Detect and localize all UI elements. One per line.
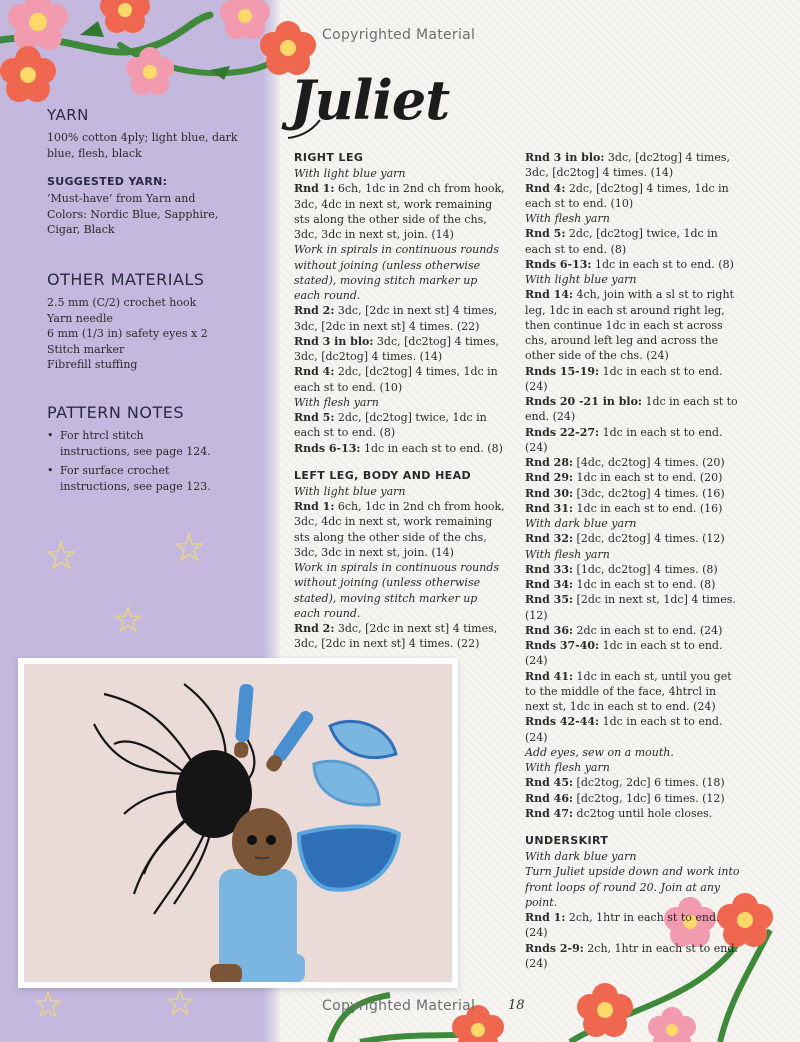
instruction-text: With light blue yarn xyxy=(294,484,406,498)
instruction-text: [dc2tog, 2dc] 6 times. (18) xyxy=(573,776,725,790)
instruction-line xyxy=(294,303,506,334)
instruction-line xyxy=(294,484,506,499)
star-icon xyxy=(34,990,62,1018)
instruction-line xyxy=(294,242,506,303)
instruction-text: With flesh yarn xyxy=(525,212,610,225)
material-item: 2.5 mm (C/2) crochet hook xyxy=(47,296,197,309)
star-icon xyxy=(114,605,142,633)
right-leg-instructions xyxy=(294,166,506,456)
instruction-text: 1dc in each st to end. (24) xyxy=(525,639,723,668)
round-label: Rnds 22-27: xyxy=(525,425,600,439)
yarn-section xyxy=(47,106,257,161)
round-label: Rnd 14: xyxy=(525,288,574,302)
instruction-text: 2ch, 1htr in each st to end. (24) xyxy=(525,941,738,970)
instruction-text: Work in spirals in continuous rounds without joining (unless otherwise stated), moving stitch marker up each round. xyxy=(294,243,500,302)
round-label: Rnd 41: xyxy=(525,669,574,683)
instruction-text: With flesh yarn xyxy=(525,547,610,561)
instruction-line xyxy=(525,638,740,669)
pattern-note-item: • For surface crochet instructions, see page 123. xyxy=(47,463,217,494)
instruction-text: With dark blue yarn xyxy=(525,850,637,863)
instruction-text: 1dc in each st to end. (20) xyxy=(573,471,723,485)
round-label: Rnd 36: xyxy=(525,623,574,637)
instructions-column-2 xyxy=(525,150,740,971)
instruction-text: [1dc, dc2tog] 4 times. (8) xyxy=(573,562,718,576)
instruction-line xyxy=(525,592,740,623)
instruction-text: 3dc, [dc2tog] 4 times, 3dc, [dc2tog] 4 times. (14) xyxy=(525,151,730,180)
other-materials-section xyxy=(47,270,257,373)
instruction-line xyxy=(525,910,740,941)
instruction-line xyxy=(525,181,740,212)
instructions-column-1 xyxy=(294,150,506,652)
round-label: Rnd 28: xyxy=(525,456,574,469)
round-label: Rnd 29: xyxy=(525,471,574,485)
instruction-line xyxy=(525,455,740,470)
round-label: Rnd 4: xyxy=(294,365,335,379)
instruction-text: dc2tog until hole closes. xyxy=(573,806,713,820)
round-label: Rnd 1: xyxy=(294,182,335,196)
instruction-line xyxy=(525,547,740,562)
round-label: Rnds 15-19: xyxy=(525,364,600,378)
instruction-line xyxy=(525,531,740,546)
underskirt-instructions xyxy=(525,849,740,971)
instruction-line xyxy=(525,669,740,715)
instruction-text: 1dc in each st to end. (8) xyxy=(360,441,503,455)
instruction-line xyxy=(294,181,506,242)
instruction-line xyxy=(525,211,740,226)
material-item: Stitch marker xyxy=(47,342,125,356)
material-item: Fibrefill stuffing xyxy=(47,358,138,371)
instruction-text: With flesh yarn xyxy=(525,761,610,774)
instruction-line xyxy=(525,150,740,181)
instruction-line xyxy=(525,577,740,592)
instruction-text: [2dc, dc2tog] 4 times. (12) xyxy=(573,532,725,546)
round-label: Rnd 1: xyxy=(294,500,335,513)
instruction-line xyxy=(525,501,740,516)
instruction-text: With dark blue yarn xyxy=(525,517,637,530)
instruction-text: 1dc in each st to end. (24) xyxy=(525,425,723,454)
instruction-line xyxy=(525,425,740,456)
instruction-line xyxy=(525,623,740,638)
instruction-text: 2dc, [dc2tog] 4 times, 1dc in each st to end. (10) xyxy=(525,181,729,210)
instruction-text: 2dc, [dc2tog] twice, 1dc in each st to end. (8) xyxy=(525,227,718,256)
round-label: Rnd 2: xyxy=(294,622,335,635)
instruction-text: 1dc in each st to end. (8) xyxy=(573,578,716,591)
star-icon xyxy=(174,532,204,562)
right-leg-heading: RIGHT LEG xyxy=(294,151,364,164)
instruction-text: [2dc in next st, 1dc] 4 times. (12) xyxy=(525,593,736,622)
round-label: Rnds 37-40: xyxy=(525,639,600,652)
round-label: Rnd 46: xyxy=(525,791,574,805)
instruction-text: 1dc in each st to end. (24) xyxy=(525,364,723,393)
flowers-top-left-illustration xyxy=(0,0,320,110)
instruction-line xyxy=(525,745,740,760)
instruction-text: 4ch, join with a sl st to right leg, 1dc in each st around right leg, then continue 1dc in each st across chs, around left leg and across the other side of the chs. (24) xyxy=(525,288,734,363)
instruction-text: 3dc, [2dc in next st] 4 times, 3dc, [2dc in next st] 4 times. (22) xyxy=(294,304,498,333)
yarn-heading: YARN xyxy=(47,106,89,124)
instruction-text: With light blue yarn xyxy=(525,273,637,286)
page-number: 18 xyxy=(508,998,525,1013)
round-label: Rnd 1: xyxy=(525,911,566,924)
star-icon xyxy=(46,540,76,570)
instruction-line xyxy=(525,486,740,501)
round-label: Rnd 34: xyxy=(525,578,574,591)
pattern-note-item: • For htrcl stitch instructions, see page 124. xyxy=(47,428,217,459)
round-label: Rnd 47: xyxy=(525,806,574,820)
pattern-notes-list xyxy=(47,428,217,494)
instruction-text: Turn Juliet upside down and work into front loops of round 20. Join at any point. xyxy=(525,865,740,909)
instruction-line xyxy=(294,395,506,410)
instruction-text: 2dc, [dc2tog] twice, 1dc in each st to end. (8) xyxy=(294,411,487,440)
left-leg-heading: LEFT LEG, BODY AND HEAD xyxy=(294,468,472,482)
instruction-text: 1dc in each st to end. (24) xyxy=(525,395,738,424)
instruction-text: 2dc in each st to end. (24) xyxy=(573,623,723,637)
instruction-line xyxy=(525,287,740,363)
round-label: Rnd 4: xyxy=(525,181,566,195)
instruction-text: 6ch, 1dc in 2nd ch from hook, 3dc, 4dc in next st, work remaining sts along the other side of the chs, 3dc, 3dc in next st, join. (14) xyxy=(294,500,505,559)
suggested-yarn-section xyxy=(47,175,257,238)
instruction-text: 2ch, 1htr in each st to end. (24) xyxy=(525,911,720,940)
instruction-text: With flesh yarn xyxy=(294,395,379,409)
instruction-line xyxy=(525,516,740,531)
instruction-line xyxy=(525,775,740,790)
instruction-line xyxy=(525,806,740,821)
round-label: Rnds 42-44: xyxy=(525,715,600,729)
material-item: 6 mm (1/3 in) safety eyes x 2 xyxy=(47,327,208,340)
instruction-text: 1dc in each st to end. (24) xyxy=(525,715,723,744)
instruction-line xyxy=(525,394,740,425)
round-label: Rnd 32: xyxy=(525,532,574,546)
instruction-text: Work in spirals in continuous rounds without joining (unless otherwise stated), moving stitch marker up each round. xyxy=(294,561,500,620)
instruction-line xyxy=(525,562,740,577)
instruction-text: 1dc in each st to end. (16) xyxy=(573,501,723,515)
round-label: Rnd 33: xyxy=(525,562,574,576)
round-label: Rnds 20 -21 in blo: xyxy=(525,395,642,408)
pattern-notes-heading: PATTERN NOTES xyxy=(47,403,184,422)
instruction-text: With light blue yarn xyxy=(294,167,406,180)
star-icon xyxy=(166,988,194,1016)
instruction-line xyxy=(525,941,740,972)
round-label: Rnd 3 in blo: xyxy=(294,334,374,348)
copyright-watermark-top: Copyrighted Material xyxy=(322,27,476,43)
round-label: Rnd 30: xyxy=(525,486,574,500)
instruction-line xyxy=(525,849,740,864)
round-label: Rnd 2: xyxy=(294,304,335,318)
instruction-line xyxy=(294,441,506,456)
instruction-line xyxy=(525,760,740,775)
yarn-text: 100% cotton 4ply; light blue, dark blue, flesh, black xyxy=(47,131,238,160)
instruction-line xyxy=(525,226,740,257)
instruction-line xyxy=(525,470,740,485)
body-head-instructions xyxy=(525,150,740,821)
instruction-line xyxy=(525,257,740,272)
title-swash-decoration xyxy=(284,118,324,142)
round-label: Rnd 3 in blo: xyxy=(525,151,605,164)
round-label: Rnd 5: xyxy=(294,411,335,424)
instruction-text: [3dc, dc2tog] 4 times. (16) xyxy=(573,486,725,500)
round-label: Rnds 2-9: xyxy=(525,941,584,955)
round-label: Rnd 5: xyxy=(525,227,566,241)
underskirt-heading: UNDERSKIRT xyxy=(525,834,609,847)
instruction-text: 6ch, 1dc in 2nd ch from hook, 3dc, 4dc in next st, work remaining sts along the other side of the chs, 3dc, 3dc in next st, join. (14) xyxy=(294,182,505,241)
instruction-line xyxy=(525,272,740,287)
instruction-line xyxy=(525,791,740,806)
instruction-text: [4dc, dc2tog] 4 times. (20) xyxy=(573,456,725,469)
round-label: Rnd 31: xyxy=(525,501,574,515)
round-label: Rnds 6-13: xyxy=(525,257,592,271)
instruction-text: 1dc in each st to end. (8) xyxy=(591,257,734,271)
instruction-text: 3dc, [2dc in next st] 4 times, 3dc, [2dc in next st] 4 times. (22) xyxy=(294,622,498,651)
other-materials-heading: OTHER MATERIALS xyxy=(47,270,205,289)
instruction-line xyxy=(294,560,506,621)
instruction-text: 1dc in each st, until you get to the middle of the face, 4htrcl in next st, 1dc in each st to end. (24) xyxy=(525,669,732,713)
instruction-text: [dc2tog, 1dc] 6 times. (12) xyxy=(573,791,725,805)
instruction-line xyxy=(294,334,506,365)
material-item: Yarn needle xyxy=(47,311,113,325)
round-label: Rnds 6-13: xyxy=(294,441,361,455)
round-label: Rnd 45: xyxy=(525,776,574,790)
instruction-text: Add eyes, sew on a mouth. xyxy=(525,745,674,759)
suggested-yarn-heading: SUGGESTED YARN: xyxy=(47,175,168,188)
suggested-yarn-text: ‘Must-have’ from Yarn and Colors: Nordic Blue, Sapphire, Cigar, Black xyxy=(47,192,219,236)
instruction-text: 2dc, [dc2tog] 4 times, 1dc in each st to end. (10) xyxy=(294,365,498,394)
instruction-line xyxy=(525,364,740,395)
instruction-line xyxy=(525,864,740,910)
instruction-line xyxy=(294,166,506,181)
left-leg-instructions xyxy=(294,484,506,652)
instruction-line xyxy=(525,714,740,745)
instruction-line xyxy=(294,410,506,441)
crochet-doll-photo xyxy=(24,664,452,982)
instruction-text: 3dc, [dc2tog] 4 times, 3dc, [dc2tog] 4 times. (14) xyxy=(294,334,499,363)
page-title: Juliet xyxy=(290,68,450,132)
copyright-watermark-bottom: Copyrighted Material xyxy=(322,998,476,1014)
pattern-notes-section xyxy=(47,403,257,498)
instruction-line xyxy=(294,364,506,395)
instruction-line xyxy=(294,621,506,652)
round-label: Rnd 35: xyxy=(525,593,574,607)
crochet-pieces-illustration xyxy=(24,664,452,982)
instruction-line xyxy=(294,499,506,560)
